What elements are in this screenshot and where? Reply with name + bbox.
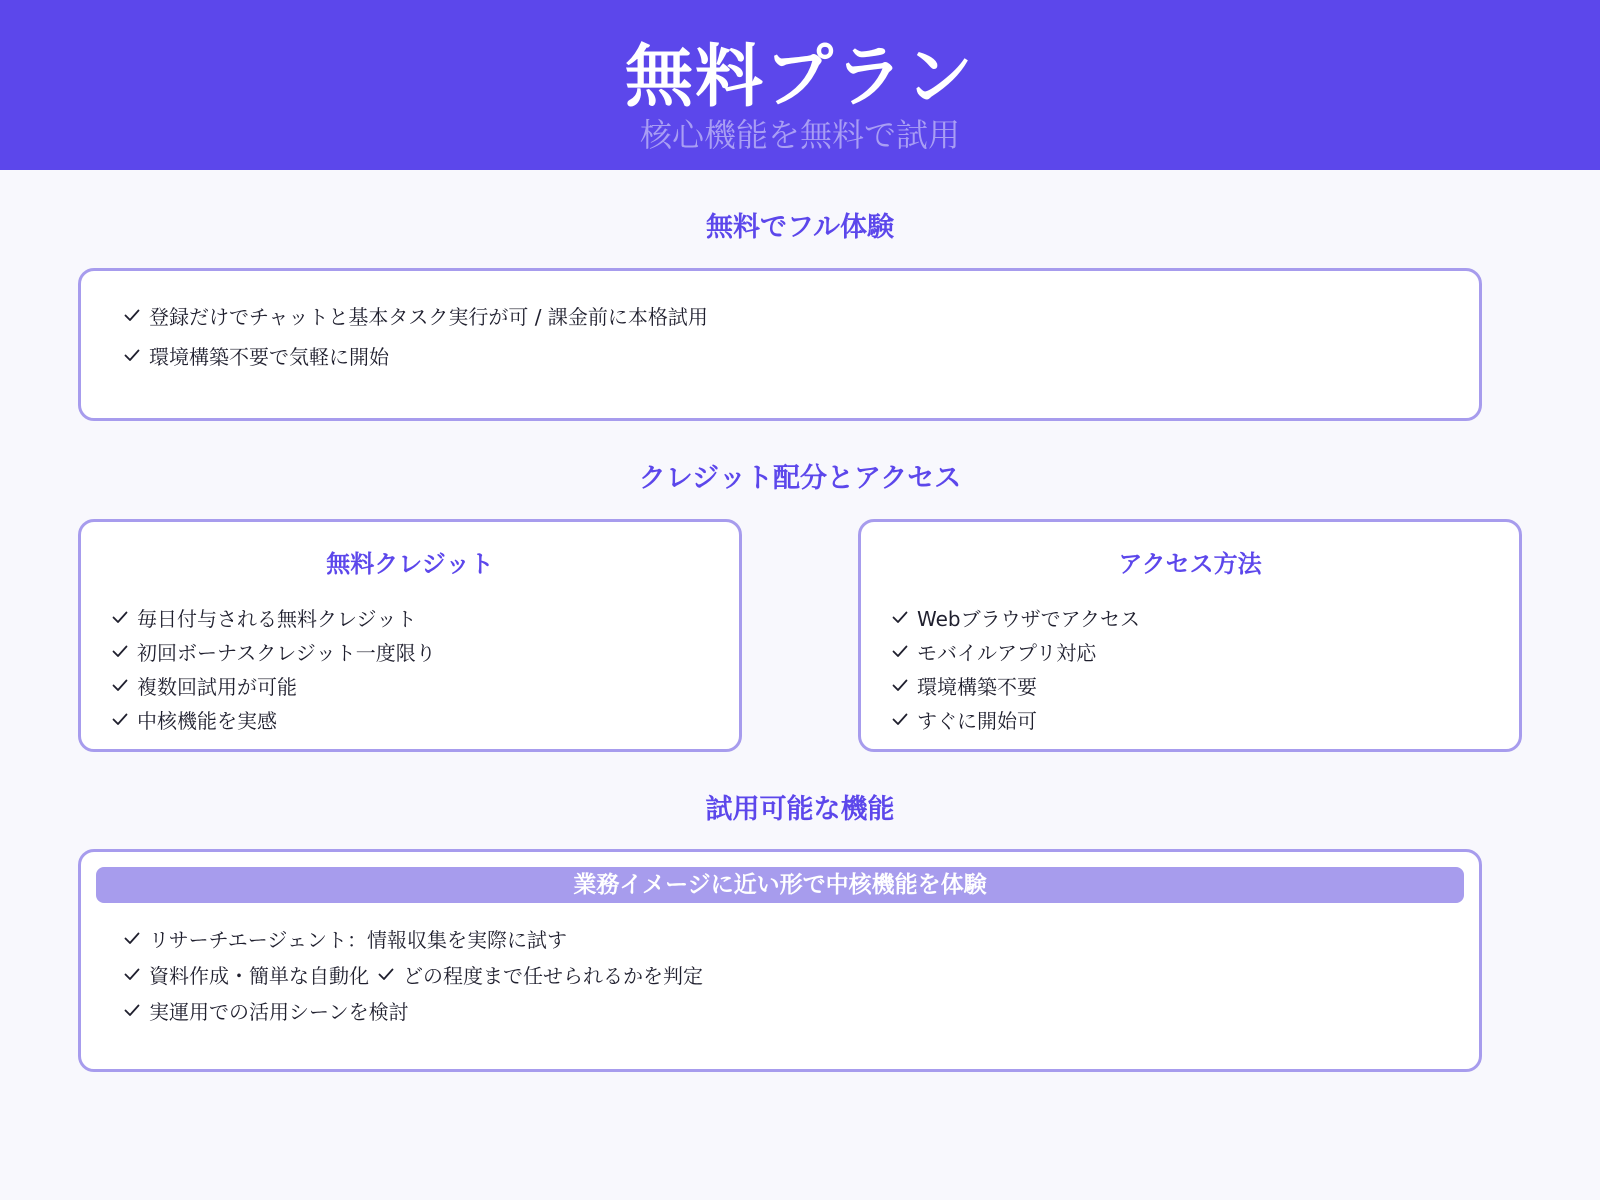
free-credits-card <box>78 519 742 752</box>
list-item-text: 実運用での活用シーンを検討 <box>149 999 409 1024</box>
list-item <box>111 668 436 702</box>
check-icon <box>111 676 129 694</box>
access-method-list <box>891 600 1140 736</box>
page-header <box>0 0 1600 170</box>
check-icon <box>377 965 395 983</box>
access-method-title: アクセス方法 <box>1118 550 1262 578</box>
check-icon <box>111 710 129 728</box>
list-item-text: すぐに開始可 <box>917 708 1037 733</box>
list-item-text: 環境構築不要で気軽に開始 <box>149 344 389 369</box>
check-icon <box>123 929 141 947</box>
list-item <box>891 702 1140 736</box>
check-icon <box>111 608 129 626</box>
check-icon <box>891 710 909 728</box>
list-item-text: 中核機能を実感 <box>137 708 277 733</box>
full-experience-list <box>123 295 708 375</box>
full-experience-card <box>78 268 1482 421</box>
check-icon <box>111 642 129 660</box>
section-heading-features: 試用可能な機能 <box>705 794 895 825</box>
list-item-text: どの程度まで任せられるかを判定 <box>403 963 703 988</box>
check-icon <box>891 676 909 694</box>
check-icon <box>891 608 909 626</box>
list-item-text: リサーチエージェント：情報収集を実際に試す <box>149 927 567 952</box>
list-item <box>891 668 1140 702</box>
check-icon <box>123 965 141 983</box>
features-banner: 業務イメージに近い形で中核機能を体験 <box>96 867 1464 903</box>
list-item-text: モバイルアプリ対応 <box>917 640 1097 665</box>
page-title: 無料プラン <box>624 38 975 117</box>
page-subtitle: 核心機能を無料で試用 <box>639 116 960 154</box>
list-item-text: 毎日付与される無料クレジット <box>137 606 417 631</box>
check-icon <box>891 642 909 660</box>
features-list <box>123 920 703 1028</box>
list-item-text: 複数回試用が可能 <box>137 674 297 699</box>
check-icon <box>123 306 141 324</box>
list-item-text: Webブラウザでアクセス <box>917 606 1141 631</box>
access-method-card <box>858 519 1522 752</box>
free-credits-title: 無料クレジット <box>326 550 494 578</box>
list-item <box>123 956 703 992</box>
list-item <box>111 702 436 736</box>
section-heading-full-experience: 無料でフル体験 <box>706 212 894 243</box>
free-credits-list <box>111 600 436 736</box>
list-item <box>123 335 708 375</box>
list-item <box>891 634 1140 668</box>
list-item-text: 資料作成・簡単な自動化 <box>149 963 369 988</box>
list-item-text: 登録だけでチャットと基本タスク実行が可 / 課金前に本格試用 <box>149 304 708 329</box>
list-item <box>891 600 1140 634</box>
list-item <box>111 634 436 668</box>
list-item <box>123 992 703 1028</box>
check-icon <box>123 346 141 364</box>
list-item-text: 初回ボーナスクレジット一度限り <box>137 640 436 665</box>
list-item-text: 環境構築不要 <box>917 674 1037 699</box>
list-item <box>123 920 703 956</box>
section-heading-credits-access: クレジット配分とアクセス <box>638 463 962 494</box>
list-item <box>111 600 436 634</box>
check-icon <box>123 1001 141 1019</box>
list-item <box>123 295 708 335</box>
features-card <box>78 849 1482 1072</box>
